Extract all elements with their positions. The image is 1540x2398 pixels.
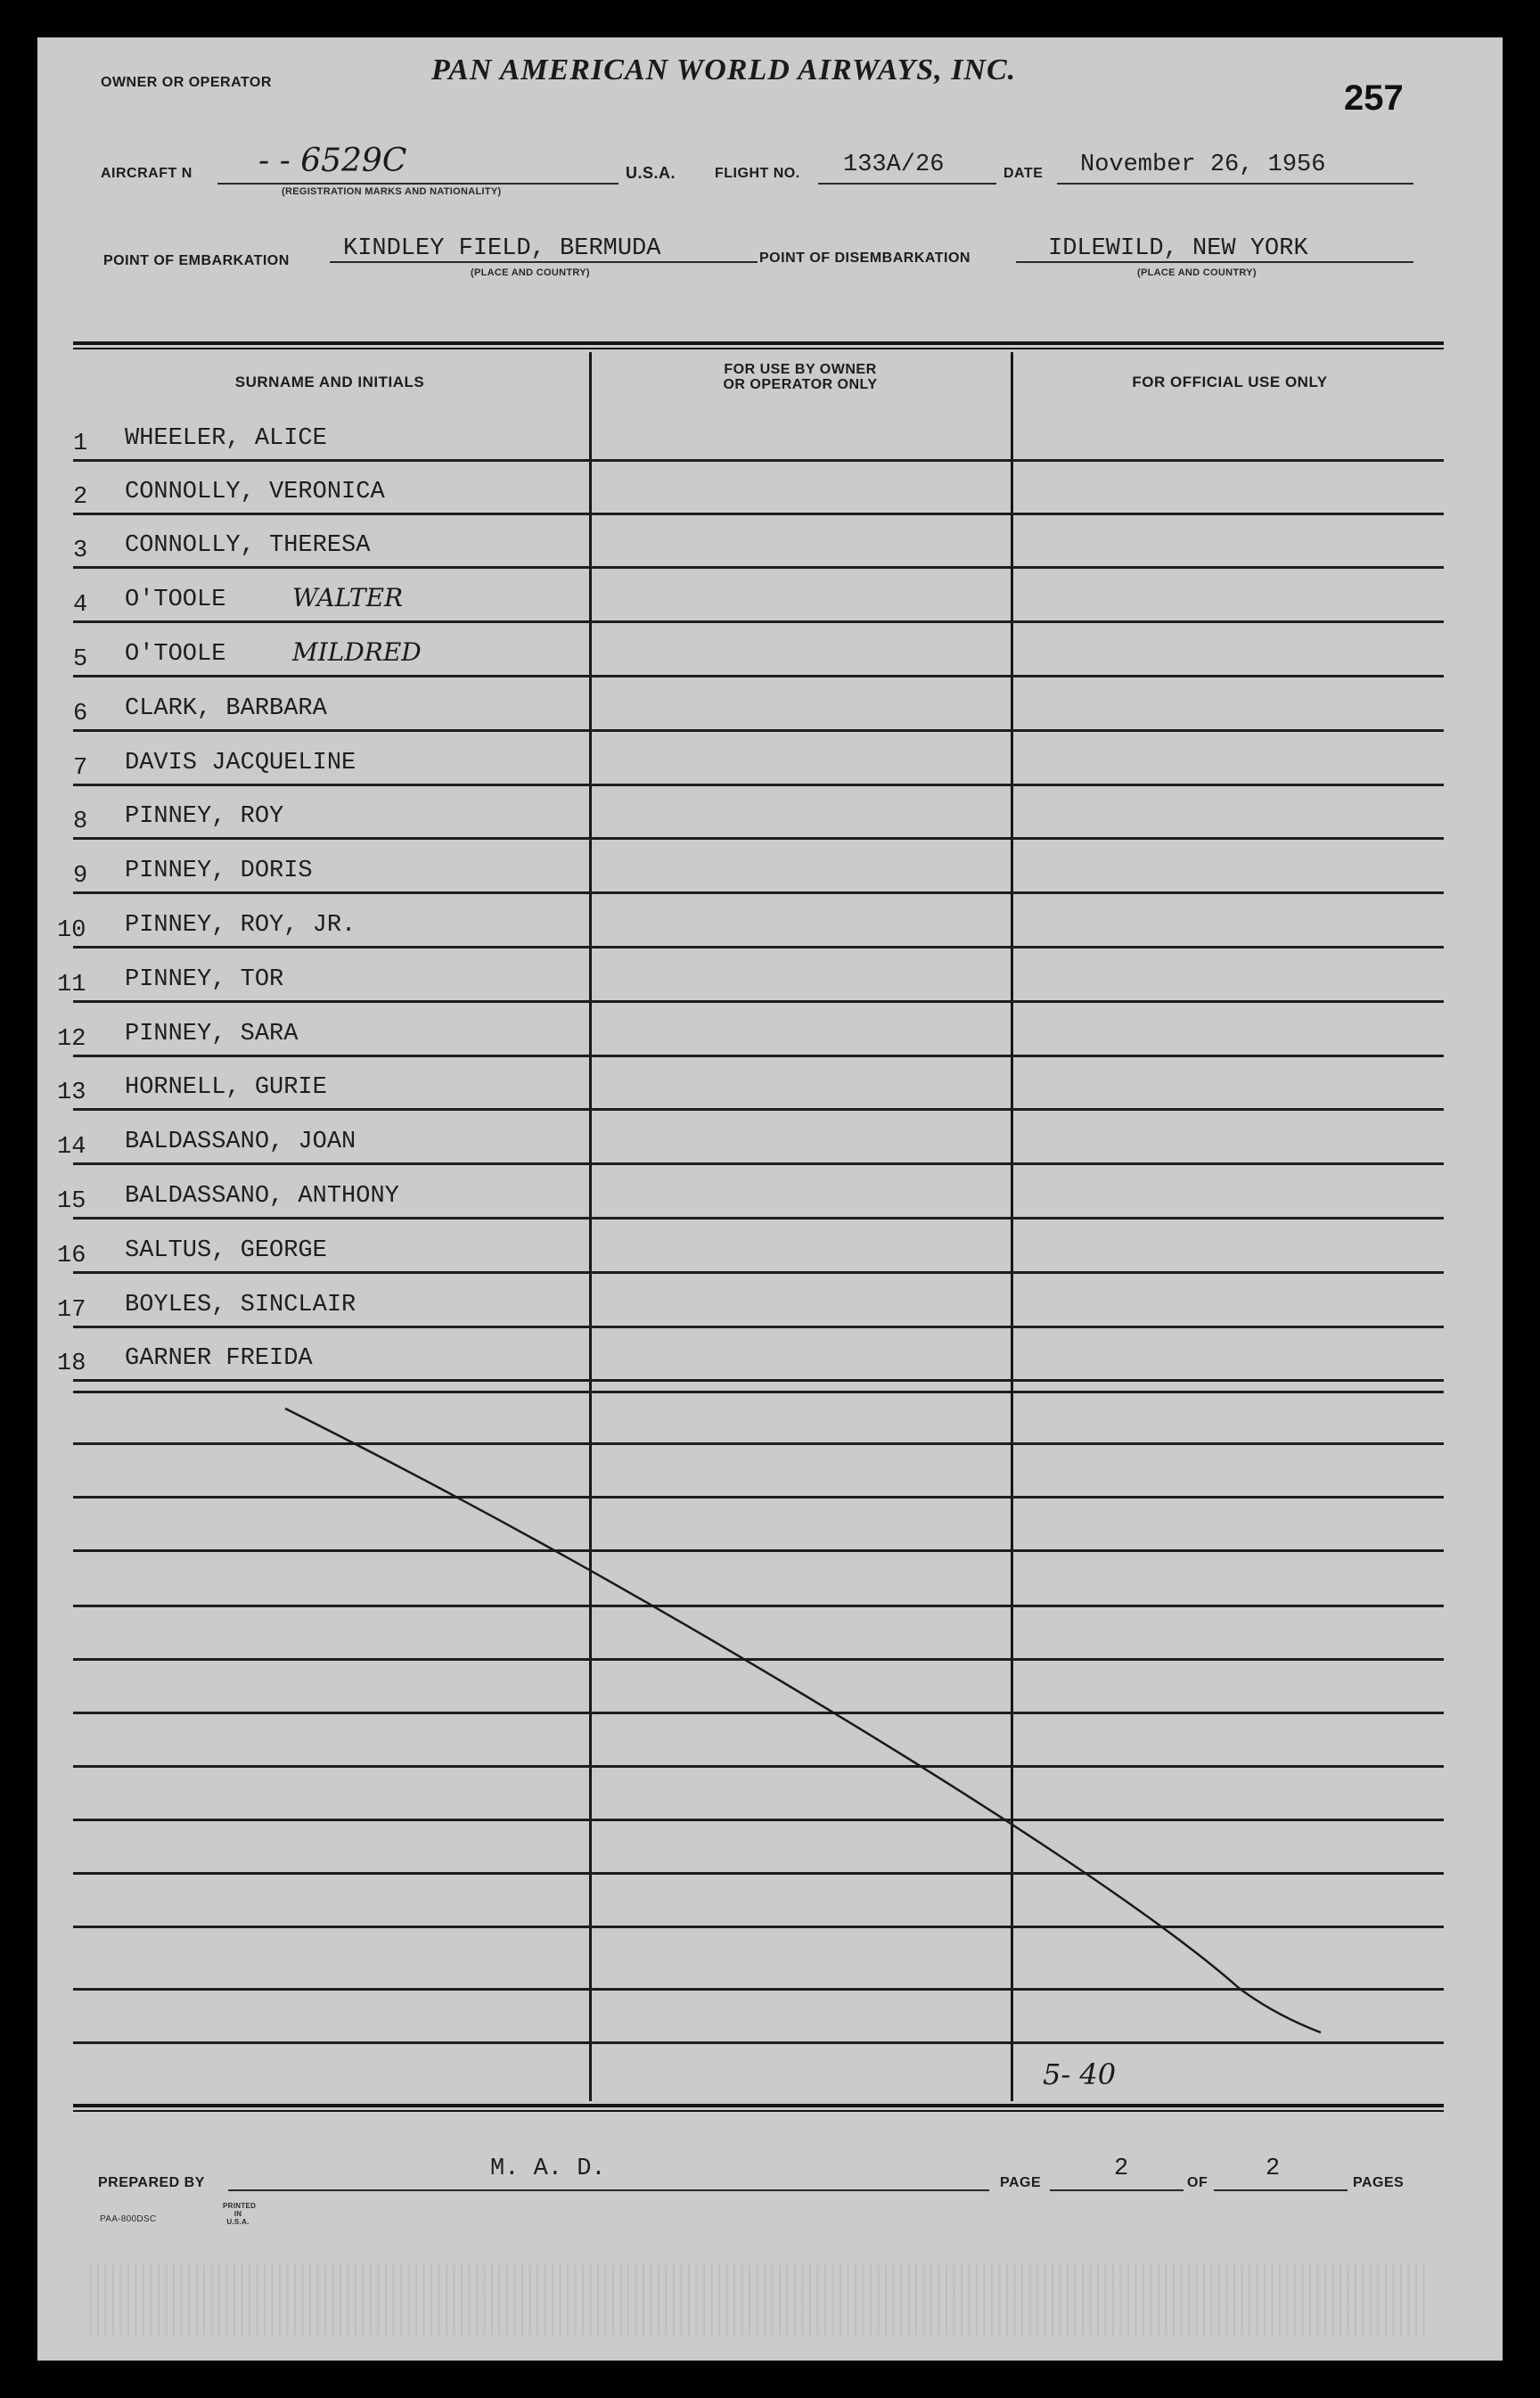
row-number: 11 [57,972,86,998]
page-number: 257 [1344,78,1404,118]
passenger-name: O'TOOLE [125,641,226,668]
owner-label: OWNER OR OPERATOR [101,75,272,90]
place-country-note: (PLACE AND COUNTRY) [471,267,590,278]
place-country-note-2: (PLACE AND COUNTRY) [1137,267,1257,278]
passenger-name: BOYLES, SINCLAIR [125,1292,356,1318]
row-number: 5 [73,646,88,673]
row-number: 12 [57,1026,86,1053]
row-number: 16 [57,1243,86,1269]
passenger-name: PINNEY, SARA [125,1021,299,1047]
prepared-label: PREPARED BY [98,2175,205,2190]
tally-note: 5- 40 [1043,2057,1117,2091]
row-number: 2 [73,484,88,511]
passenger-name: CLARK, BARBARA [125,695,327,722]
row-number: 7 [73,755,88,782]
row-number: 18 [57,1351,86,1377]
page-edge-speckle [89,2264,1426,2336]
flight-value: 133A/26 [843,152,945,178]
disembarkation-value: IDLEWILD, NEW YORK [1048,235,1308,262]
bottom-rule [73,2104,1444,2107]
passenger-name: PINNEY, ROY [125,803,284,830]
col-owner-header-2: OR OPERATOR ONLY [723,377,878,392]
embarkation-value: KINDLEY FIELD, BERMUDA [343,235,661,262]
row-number: 10 [57,917,86,944]
passenger-name: PINNEY, TOR [125,966,284,993]
row-number: 9 [73,863,88,890]
of-label: OF [1187,2175,1208,2190]
passenger-name: PINNEY, DORIS [125,858,313,884]
prepared-value: M. A. D. [490,2156,606,2182]
row-number: 4 [73,592,88,619]
col-owner-header-1: FOR USE BY OWNER [724,362,877,377]
aircraft-label: AIRCRAFT N [101,166,192,181]
date-label: DATE [1003,166,1044,181]
embarkation-label: POINT OF EMBARKATION [103,253,290,268]
printed-stamp: PRINTED IN U.S.A. [223,2202,257,2226]
col-surname-header: SURNAME AND INITIALS [234,374,425,390]
registration-note: (REGISTRATION MARKS AND NATIONALITY) [282,186,502,197]
flight-label: FLIGHT NO. [715,166,800,181]
owner-name: PAN AMERICAN WORLD AIRWAYS, INC. [431,53,1017,86]
row-number: 1 [73,431,88,457]
passenger-name: CONNOLLY, THERESA [125,532,371,559]
passenger-name: BALDASSANO, ANTHONY [125,1183,399,1210]
form-code: PAA-800DSC [100,2214,157,2224]
passenger-name: CONNOLLY, VERONICA [125,479,385,505]
handwritten-first-name: WALTER [292,583,404,612]
passenger-name: BALDASSANO, JOAN [125,1129,356,1155]
row-number: 17 [57,1297,86,1324]
passenger-name: SALTUS, GEORGE [125,1237,327,1264]
aircraft-value: - - 6529C [258,143,407,179]
page-label: PAGE [1000,2175,1042,2190]
passenger-name: HORNELL, GURIE [125,1074,327,1101]
passenger-name: GARNER FREIDA [125,1345,313,1372]
page-value: 2 [1114,2156,1129,2182]
date-value: November 26, 1956 [1080,152,1326,178]
col-official-header: FOR OFFICIAL USE ONLY [1132,374,1328,390]
of-underline [1214,2189,1348,2191]
row-number: 6 [73,701,88,727]
pages-label: PAGES [1353,2175,1405,2190]
row-number: 8 [73,809,88,835]
pages-value: 2 [1266,2156,1281,2182]
passenger-name: DAVIS JACQUELINE [125,750,356,776]
passenger-name: PINNEY, ROY, JR. [125,912,356,939]
prepared-underline [228,2189,989,2191]
usa-label: U.S.A. [626,164,676,182]
passenger-name: O'TOOLE [125,587,226,613]
handwritten-first-name: MILDRED [292,637,422,667]
bottom-rule-2 [73,2110,1444,2112]
passenger-name: WHEELER, ALICE [125,425,327,452]
disembarkation-label: POINT OF DISEMBARKATION [759,250,971,266]
row-number: 13 [57,1080,86,1106]
row-number: 15 [57,1188,86,1215]
row-number: 14 [57,1134,86,1161]
page-underline [1050,2189,1184,2191]
row-number: 3 [73,538,88,564]
